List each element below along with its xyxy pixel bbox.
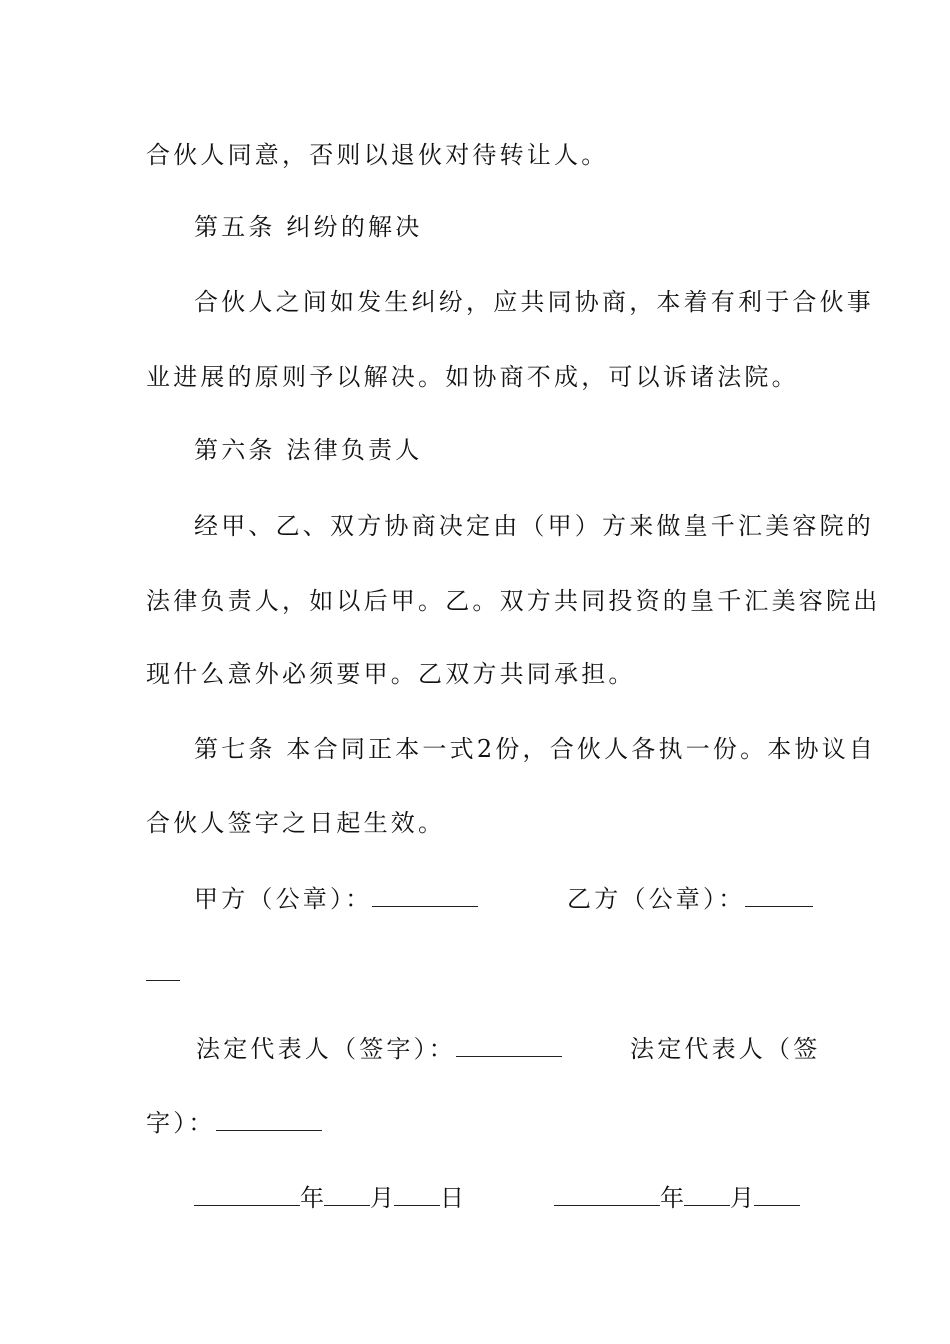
rep-a-blank — [456, 1034, 562, 1057]
month-label: 月 — [730, 1184, 754, 1212]
party-b-seal-blank — [745, 884, 813, 907]
paragraph-line: 业进展的原则予以解决。如协商不成，可以诉诸法院。 — [146, 363, 799, 391]
paragraph-line: 合伙人同意，否则以退伙对待转让人。 — [146, 141, 609, 169]
party-b-seal-line — [567, 884, 813, 914]
date-a-day-blank — [394, 1183, 440, 1206]
paragraph-line: 合伙人签字之日起生效。 — [146, 809, 446, 837]
party-b-seal-blank-wrap — [146, 958, 180, 981]
rep-b-blank — [216, 1108, 322, 1131]
article-7-line: 第七条 本合同正本一式2份，合伙人各执一份。本协议自 — [194, 735, 877, 763]
date-a-month-blank — [324, 1183, 370, 1206]
day-label: 日 — [440, 1184, 464, 1212]
date-a-line — [194, 1183, 464, 1213]
article-5-heading: 第五条 纠纷的解决 — [194, 213, 423, 241]
date-b-day-blank — [754, 1183, 800, 1206]
month-label: 月 — [370, 1184, 394, 1212]
date-b-month-blank — [684, 1183, 730, 1206]
rep-a-line — [196, 1034, 562, 1064]
paragraph-line: 法律负责人，如以后甲。乙。双方共同投资的皇千汇美容院出 — [146, 587, 881, 615]
rep-b-label-cont: 字）： — [146, 1109, 216, 1137]
article-6-heading: 第六条 法律负责人 — [194, 436, 423, 464]
date-a-year-blank — [194, 1183, 300, 1206]
rep-b-label: 法定代表人（签 — [630, 1035, 821, 1063]
party-a-seal-label: 甲方（公章）： — [194, 885, 373, 913]
date-b-line — [554, 1183, 800, 1213]
rep-a-label: 法定代表人（签字）： — [196, 1035, 456, 1063]
year-label: 年 — [660, 1184, 684, 1212]
party-b-seal-label: 乙方（公章）： — [567, 885, 746, 913]
paragraph-line: 合伙人之间如发生纠纷，应共同协商，本着有利于合伙事 — [194, 288, 874, 316]
party-a-seal-line — [194, 884, 478, 914]
paragraph-line: 经甲、乙、双方协商决定由（甲）方来做皇千汇美容院的 — [194, 512, 874, 540]
year-label: 年 — [300, 1184, 324, 1212]
party-a-seal-blank — [372, 884, 478, 907]
party-b-seal-blank-cont — [146, 958, 180, 988]
rep-b-line — [630, 1034, 820, 1064]
date-b-year-blank — [554, 1183, 660, 1206]
rep-b-line-cont — [146, 1108, 322, 1138]
paragraph-line: 现什么意外必须要甲。乙双方共同承担。 — [146, 660, 636, 688]
